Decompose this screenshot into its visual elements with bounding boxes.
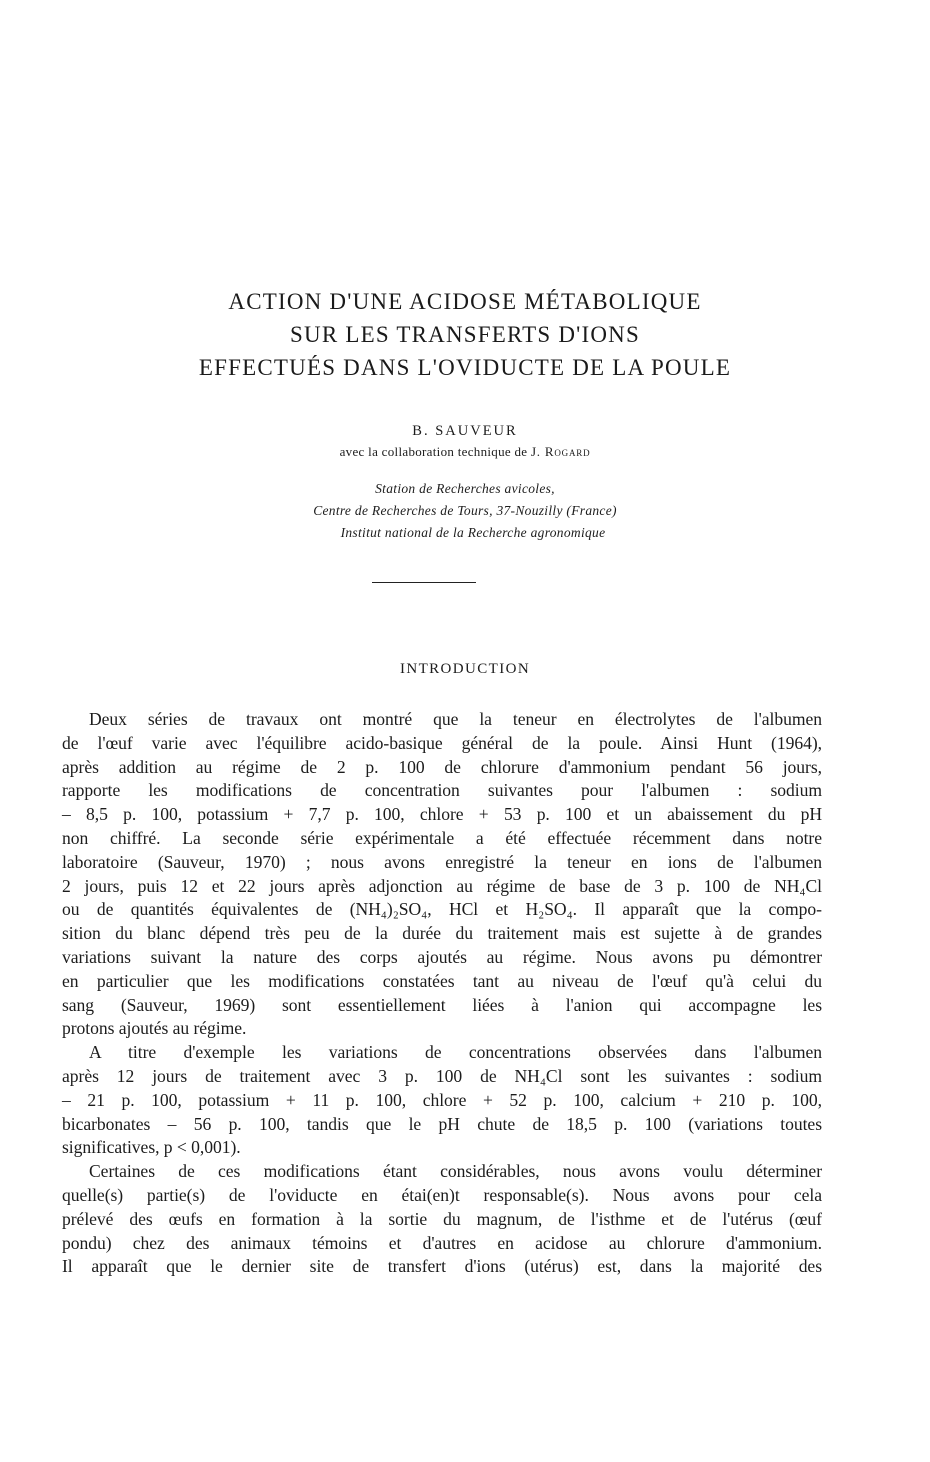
text-line: rapporte les modifications de concentration suivantes pour l'albumen : sodium bbox=[62, 780, 822, 801]
text-line: variations suivant la nature des corps ajoutés au régime. Nous avons pu démontrer bbox=[62, 946, 822, 967]
paragraph bbox=[62, 1160, 822, 1279]
text-line: prélevé des œufs en formation à la sortie du magnum, de l'isthme et de l'utérus (œuf bbox=[62, 1208, 822, 1229]
text-line: bicarbonates – 56 p. 100, tandis que le pH chute de 18,5 p. 100 (variations toutes bbox=[62, 1113, 822, 1134]
text-line: Deux séries de travaux ont montré que la teneur en électrolytes de l'albumen bbox=[89, 709, 822, 729]
text-line: 2 jours, puis 12 et 22 jours après adjonction au régime de base de 3 p. 100 de NH₄Cl bbox=[62, 875, 822, 896]
text-line: A titre d'exemple les variations de concentrations observées dans l'albumen bbox=[89, 1042, 822, 1063]
affiliation-line: Centre de Recherches de Tours, 37-Nouzilly (France) bbox=[313, 503, 617, 518]
text-line: Certaines de ces modifications étant considérables, nous avons voulu déterminer bbox=[89, 1161, 822, 1182]
collaborator-name: J. Rogard bbox=[530, 444, 591, 459]
paragraph bbox=[62, 708, 822, 1041]
text-line: Il apparaît que le dernier site de transfert d'ions (utérus) est, dans la majorité des bbox=[62, 1256, 822, 1277]
separator-rule bbox=[372, 582, 476, 583]
text-line: après addition au régime de 2 p. 100 de chlorure d'ammonium pendant 56 jours, bbox=[62, 756, 822, 777]
article-body bbox=[62, 708, 822, 1279]
section-heading: INTRODUCTION bbox=[399, 661, 531, 677]
author-name: B. SAUVEUR bbox=[412, 423, 518, 439]
text-line: en particulier que les modifications constatées tant au niveau de l'œuf qu'à celui du bbox=[62, 970, 822, 991]
text-line: pondu) chez des animaux témoins et d'autres en acidose au chlorure d'ammonium. bbox=[62, 1232, 822, 1253]
paragraph bbox=[62, 1041, 822, 1160]
text-line: quelle(s) partie(s) de l'oviducte en étai(en)t responsable(s). Nous avons pour cela bbox=[62, 1184, 822, 1205]
title-line: EFFECTUÉS DANS L'OVIDUCTE DE LA POULE bbox=[198, 355, 732, 380]
text-line: – 21 p. 100, potassium + 11 p. 100, chlore + 52 p. 100, calcium + 210 p. 100, bbox=[62, 1089, 822, 1110]
collaboration-prefix: avec la collaboration technique de bbox=[339, 444, 528, 459]
affiliation-line: Institut national de la Recherche agronomique bbox=[340, 525, 606, 540]
collaboration-line bbox=[0, 444, 930, 460]
title-line: ACTION D'UNE ACIDOSE MÉTABOLIQUE bbox=[228, 289, 702, 314]
text-line: de l'œuf varie avec l'équilibre acido-basique général de la poule. Ainsi Hunt (1964), bbox=[62, 732, 822, 753]
text-line: significatives, p < 0,001). bbox=[62, 1137, 241, 1158]
text-line: après 12 jours de traitement avec 3 p. 100 de NH₄Cl sont les suivantes : sodium bbox=[62, 1065, 822, 1086]
text-line: laboratoire (Sauveur, 1970) ; nous avons enregistré la teneur en ions de l'albumen bbox=[62, 851, 822, 872]
article-title bbox=[60, 285, 870, 384]
text-line: sang (Sauveur, 1969) sont essentiellement liées à l'anion qui accompagne les bbox=[62, 994, 822, 1015]
affiliation bbox=[0, 478, 930, 544]
text-line: – 8,5 p. 100, potassium + 7,7 p. 100, chlore + 53 p. 100 et un abaissement du pH bbox=[62, 804, 822, 825]
text-line: ou de quantités équivalentes de (NH₄)₂SO₄, HCl et H₂SO₄. Il apparaît que la compo- bbox=[62, 899, 822, 920]
text-line: protons ajoutés au régime. bbox=[62, 1018, 247, 1039]
text-line: non chiffré. La seconde série expérimentale a été effectuée récemment dans notre bbox=[62, 827, 822, 848]
text-line: sition du blanc dépend très peu de la durée du traitement mais est sujette à de grandes bbox=[62, 923, 822, 944]
affiliation-line: Station de Recherches avicoles, bbox=[375, 481, 555, 496]
title-line: SUR LES TRANSFERTS D'IONS bbox=[290, 322, 640, 347]
